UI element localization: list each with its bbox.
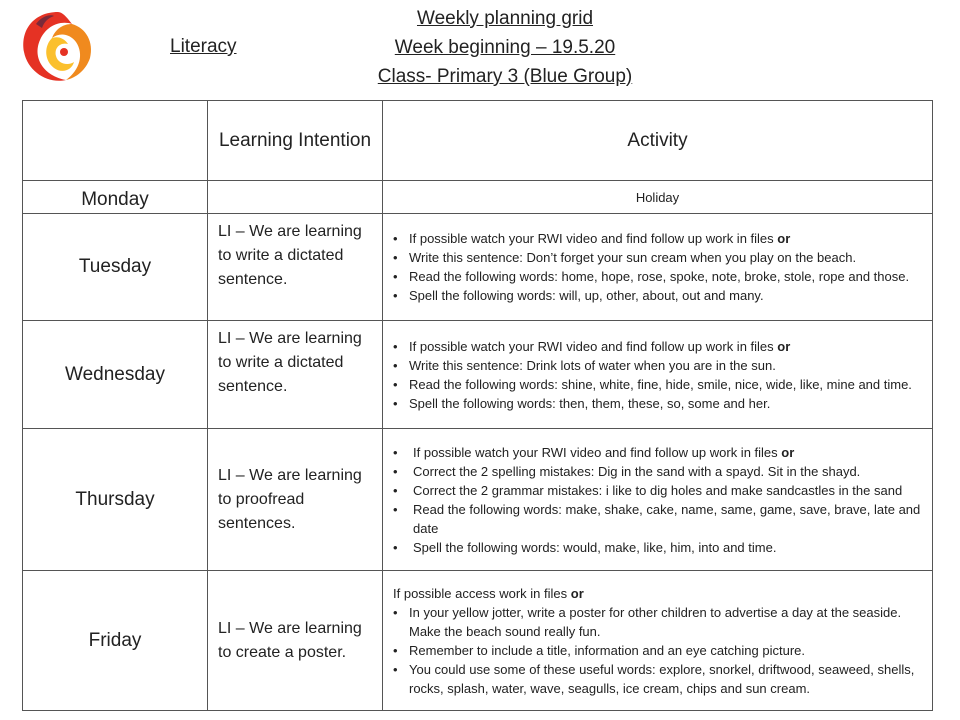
list-item: • Read the following words: home, hope, rose, spoke, note, broke, stole, rope and those. [393, 267, 926, 286]
list-item: • In your yellow jotter, write a poster for other children to advertise a day at the seaside. Make the beach sound really fun. [393, 603, 926, 641]
activity-list [393, 229, 926, 305]
activity-cell [383, 429, 933, 571]
planning-grid [22, 100, 933, 711]
header-learning-intention: Learning Intention [208, 101, 383, 181]
week-beginning: Week beginning – 19.5.20 [394, 37, 616, 58]
day-label: Tuesday [23, 214, 208, 321]
list-item: • Spell the following words: then, them, these, so, some and her. [393, 394, 926, 413]
table-row-monday [23, 181, 933, 214]
list-item: • You could use some of these useful words: explore, snorkel, driftwood, seaweed, shells, rocks, splash, water, wave, seagulls, ice cream, chips and sun cream. [393, 660, 926, 698]
subject-label: Literacy [170, 36, 237, 57]
activity-list [393, 443, 926, 557]
activity-intro: If possible access work in files or [393, 585, 584, 601]
day-label: Friday [23, 571, 208, 711]
table-row-wednesday [23, 321, 933, 429]
page-title-block [330, 4, 680, 91]
activity-cell [383, 571, 933, 711]
header-activity: Activity [383, 101, 933, 181]
activity-list [393, 603, 926, 698]
learning-intention: LI – We are learning to proofread sentences. [208, 429, 383, 571]
list-item: • If possible watch your RWI video and find follow up work in files or [393, 229, 926, 248]
phoenix-logo-icon [14, 6, 102, 86]
class-name: Class- Primary 3 (Blue Group) [377, 66, 633, 87]
day-label: Wednesday [23, 321, 208, 429]
table-row-tuesday [23, 214, 933, 321]
day-label: Monday [23, 181, 208, 214]
list-item: • Spell the following words: will, up, other, about, out and many. [393, 286, 926, 305]
list-item: • Read the following words: shine, white, fine, hide, smile, nice, wide, like, mine and time. [393, 375, 926, 394]
list-item: • Write this sentence: Don’t forget your sun cream when you play on the beach. [393, 248, 926, 267]
header-row [23, 101, 933, 181]
table-row-thursday [23, 429, 933, 571]
activity-cell [383, 214, 933, 321]
header-blank-cell [23, 101, 208, 181]
activity-cell [383, 321, 933, 429]
list-item: • Spell the following words: would, make, like, him, into and time. [393, 538, 926, 557]
list-item: • Correct the 2 grammar mistakes: i like to dig holes and make sandcastles in the sand [393, 481, 926, 500]
learning-intention: LI – We are learning to write a dictated sentence. [208, 321, 383, 429]
learning-intention: LI – We are learning to write a dictated sentence. [208, 214, 383, 321]
activity-list [393, 337, 926, 413]
day-label: Thursday [23, 429, 208, 571]
table-row-friday [23, 571, 933, 711]
holiday-cell: Holiday [383, 181, 933, 214]
list-item: • Remember to include a title, information and an eye catching picture. [393, 641, 926, 660]
page-title: Weekly planning grid [416, 8, 594, 29]
learning-intention: LI – We are learning to create a poster. [208, 571, 383, 711]
list-item: • If possible watch your RWI video and find follow up work in files or [393, 337, 926, 356]
li-cell-empty [208, 181, 383, 214]
list-item: • If possible watch your RWI video and find follow up work in files or [393, 443, 926, 462]
list-item: • Write this sentence: Drink lots of water when you are in the sun. [393, 356, 926, 375]
list-item: • Read the following words: make, shake, cake, name, same, game, save, brave, late and date [393, 500, 926, 538]
list-item: • Correct the 2 spelling mistakes: Dig in the sand with a spayd. Sit in the shayd. [393, 462, 926, 481]
